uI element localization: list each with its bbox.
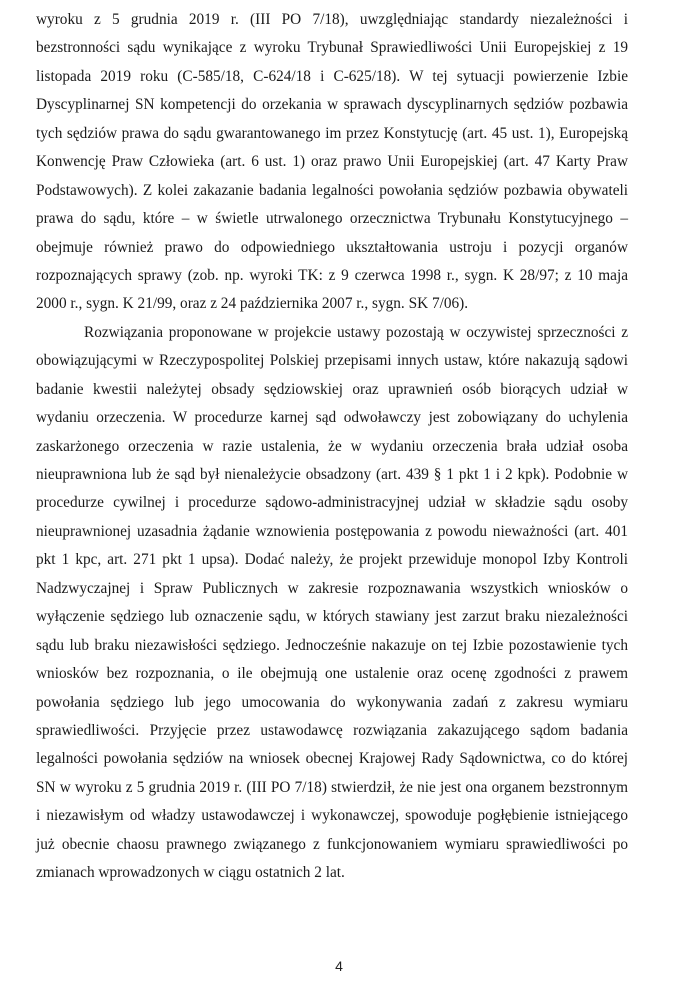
text-line: tych sędziów prawa do sądu gwarantowanego im przez Konstytucję (art. 45 ust. 1), Europejską — [36, 124, 628, 142]
text-line: sądu lub braku niezawisłości sędziego. Jednocześnie nakazuje on tej Izbie pozostawienie tych — [36, 636, 628, 654]
document-body — [36, 6, 628, 888]
text-line: pkt 1 kpc, art. 271 pkt 1 upsa). Dodać należy, że projekt przewiduje monopol Izby Kontroli — [36, 551, 628, 569]
paragraph — [36, 319, 628, 888]
text-line: nieuprawnionej uzasadnia żądanie wznowienia postępowania z powodu nieważności (art. 401 — [36, 522, 628, 540]
text-line: procedurze cywilnej i procedurze sądowo-administracyjnej udział w składzie sądu osoby — [36, 494, 628, 512]
text-line: zmianach wprowadzonych w ciągu ostatnich 2 lat. — [36, 864, 345, 882]
text-line: Nadzwyczajnej i Spraw Publicznych w zakresie rozpoznawania wszystkich wniosków o — [36, 579, 628, 597]
text-line: obowiązującymi w Rzeczypospolitej Polskiej przepisami innych ustaw, które nakazują sądowi — [36, 352, 628, 370]
text-line: prawa do sądu, które – w świetle utrwalonego orzecznictwa Trybunału Konstytucyjnego – — [36, 210, 628, 228]
text-line: legalności powołania sędziów na wniosek obecnej Krajowej Rady Sądownictwa, co do której — [36, 750, 628, 768]
paragraph — [36, 6, 628, 319]
text-line: wydaniu orzeczenia. W procedurze karnej sąd odwoławczy jest zobowiązany do uchylenia — [36, 409, 628, 427]
text-line: wniosków bez rozpoznania, o ile obejmują one ustalenie oraz ocenę zgodności z prawem — [36, 665, 628, 683]
text-line: Podstawowych). Z kolei zakazanie badania legalności powołania sędziów pozbawia obywateli — [36, 181, 628, 199]
text-line: zaskarżonego orzeczenia w razie ustalenia, że w wydaniu orzeczenia brała udział osoba — [36, 437, 628, 455]
text-line: badanie kwestii należytej obsady sędziowskiej oraz uprawnień osób biorących udział w — [36, 380, 628, 398]
text-line: i niezawisłym od władzy ustawodawczej i wykonawczej, spowoduje pogłębienie istniejącego — [36, 807, 628, 825]
text-line: już obecnie chaosu prawnego związanego z funkcjonowaniem wymiaru sprawiedliwości po — [36, 835, 628, 853]
page-number: 4 — [335, 958, 343, 974]
text-line: nieuprawniona lub że sąd był nienależycie obsadzony (art. 439 § 1 pkt 1 i 2 kpk). Podobnie w — [36, 466, 628, 483]
text-line: rozpoznających sprawy (zob. np. wyroki TK: z 9 czerwca 1998 r., sygn. K 28/97; z 10 maja — [36, 266, 628, 284]
text-line: sprawiedliwości. Przyjęcie przez ustawodawcę rozwiązania zakazującego sądom badania — [36, 721, 628, 739]
text-line: wyroku z 5 grudnia 2019 r. (III PO 7/18), uwzględniając standardy niezależności i — [36, 11, 628, 28]
text-line: bezstronności sądu wynikające z wyroku Trybunał Sprawiedliwości Unii Europejskiej z 19 — [36, 39, 628, 57]
text-line: Dyscyplinarnej SN kompetencji do orzekania w sprawach dyscyplinarnych sędziów pozbawia — [36, 96, 628, 114]
text-line: SN w wyroku z 5 grudnia 2019 r. (III PO 7/18) stwierdził, że nie jest ona organem bezstronnym — [36, 778, 628, 796]
text-line: Konwencję Praw Człowieka (art. 6 ust. 1) oraz prawo Unii Europejskiej (art. 47 Karty Praw — [36, 153, 628, 171]
text-line: listopada 2019 roku (C-585/18, C-624/18 i C-625/18). W tej sytuacji powierzenie Izbie — [36, 67, 628, 85]
text-line: powołania sędziego lub jego umocowania do wykonywania zadań z zakresu wymiaru — [36, 693, 628, 711]
text-line: obejmuje również prawo do odpowiedniego ukształtowania ustroju i pozycji organów — [36, 238, 628, 256]
text-line: 2000 r., sygn. K 21/99, oraz z 24 października 2007 r., sygn. SK 7/06). — [36, 295, 469, 313]
text-line: wyłączenie sędziego lub oznaczenie sądu, w których stawiany jest zarzut braku niezależności — [36, 608, 628, 626]
text-line: Rozwiązania proponowane w projekcie ustawy pozostają w oczywistej sprzeczności z — [84, 323, 628, 341]
